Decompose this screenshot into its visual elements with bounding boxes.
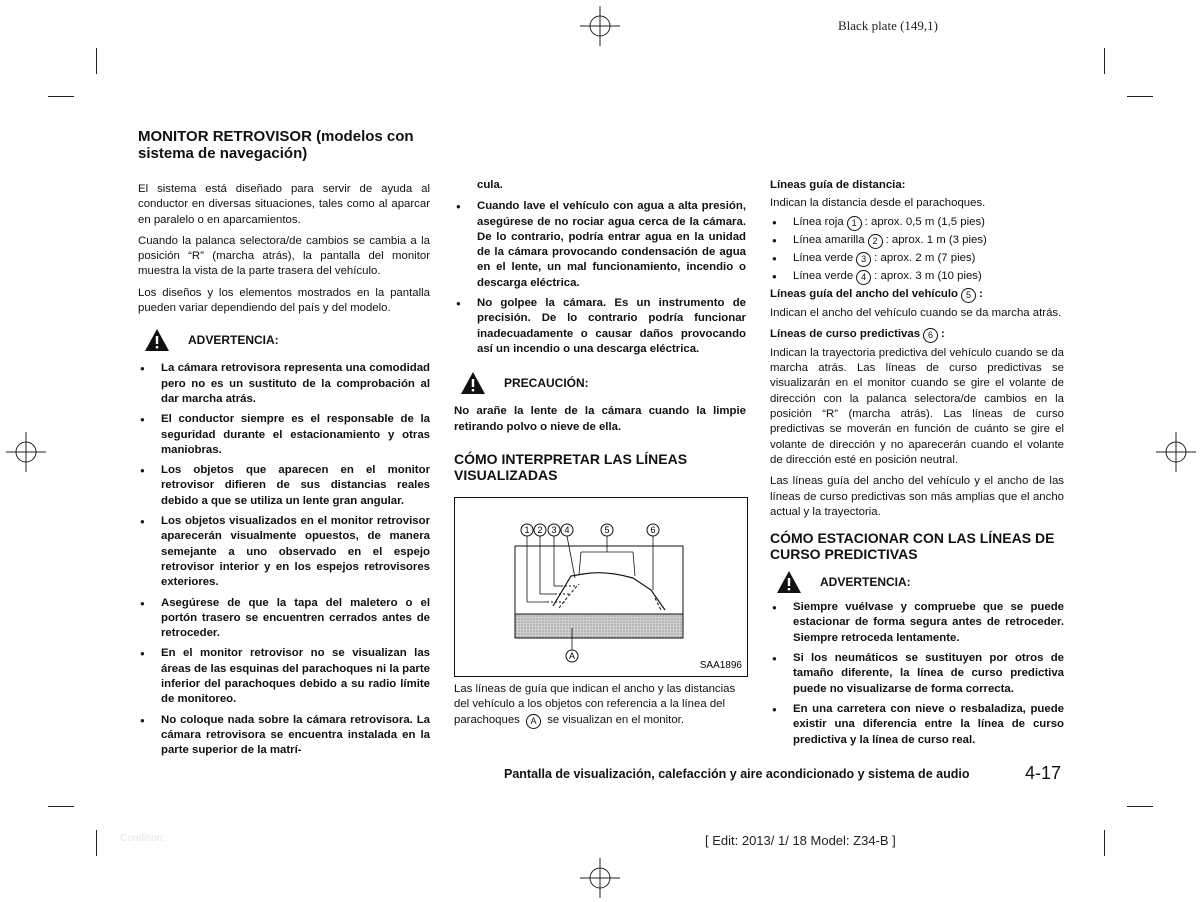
list-item [770, 269, 1064, 285]
crop-mark [1127, 806, 1153, 807]
footer-section-title: Pantalla de visualización, calefacción y aire acondicionado y sistema de audio [504, 767, 970, 781]
section-title: CÓMO INTERPRETAR LAS LÍNEAS VISUALIZADAS [454, 450, 688, 483]
warning-label: ADVERTENCIA: [188, 332, 279, 347]
camera-view-figure [454, 497, 748, 677]
predictive-heading: Líneas de curso predictivas 6 : [770, 327, 1064, 343]
warning-list [138, 361, 430, 758]
callout-label: 3 [551, 525, 557, 535]
callout-number: 2 [868, 234, 883, 249]
warning-icon [776, 570, 802, 594]
warning-header [776, 570, 1064, 594]
callout-number: 5 [961, 288, 976, 303]
crop-mark [48, 806, 74, 807]
callout-label: 5 [604, 525, 610, 535]
list-item: ● Siempre vuélvase y compruebe que se puede estacionar de forma segura antes de retroceder. Siempre retroceda lentamente. [770, 600, 1064, 646]
camera-guide-lines-diagram [455, 498, 747, 676]
warning-label: ADVERTENCIA: [820, 574, 911, 589]
parking-warning-list [770, 600, 1064, 748]
intro-paragraph: El sistema está diseñado para servir de ayuda al conductor en diversas situaciones, tales como al aparcar en paralelo o en aparcamientos. [138, 183, 430, 226]
callout-label: 6 [650, 525, 656, 535]
crop-mark [96, 48, 97, 74]
list-item: ● La cámara retrovisora representa una comodidad pero no es un sustituto de la comprobación al dar marcha atrás. [138, 361, 430, 407]
crop-mark [1104, 830, 1105, 856]
caution-header [460, 371, 746, 395]
registration-mark-icon [580, 858, 620, 898]
middle-warning-list [454, 199, 746, 357]
callout-number: 6 [923, 328, 938, 343]
callout-label: A [568, 651, 576, 661]
predictive-text: Indican la trayectoria predictiva del vehículo cuando se da marcha atrás. Las líneas de curso predictivas se visualizarán en el monitor cuando se gire el volante de dirección con la palanca selectora/de cambios en la posición “R” (marcha atrás). Las líneas de curso predictivas se moverán en función de cuánto se gire el volante de dirección y no aparecerán cuando el volante de dirección esté en posición neutral. [770, 346, 1064, 466]
intro-paragraph: Los diseños y los elementos mostrados en la pantalla pueden variar dependiendo del país y del modelo. [138, 286, 430, 315]
list-item: ● Cuando lave el vehículo con agua a alta presión, asegúrese de no rociar agua cerca de la cámara. De lo contrario, podría entrar agua en la unidad de la cámara provocando condensación de agua en el lente, un mal funcionamiento, incendio o descarga eléctrica. [454, 199, 746, 291]
callout-label: 4 [564, 525, 570, 535]
list-item: ● En una carretera con nieve o resbaladiza, puede existir una diferencia entre la línea de curso predictiva y la línea de curso real. [770, 702, 1064, 748]
line-distance: : aprox. 2 m (7 pies) [874, 251, 976, 264]
warning-header [144, 328, 430, 352]
edit-info: [ Edit: 2013/ 1/ 18 Model: Z34-B ] [705, 833, 896, 848]
caption-text: Las líneas de guía que indican el ancho y las distancias del vehículo a los objetos con referencia a la línea del parachoques [454, 683, 736, 726]
figure-code: SAA1896 [699, 660, 742, 671]
list-item: ● Los objetos visualizados en el monitor retrovisor aparecerán visualmente opuestos, de manera semejante a uno observado en el espejo retrovisor interior y en los espejos retrovisores exteriores. [138, 514, 430, 590]
left-column [138, 128, 430, 764]
list-item: ● No golpee la cámara. Es un instrumento de precisión. De lo contrario podría funcionar inadecuadamente o causar daños provocando así un incendio o una descarga eléctrica. [454, 296, 746, 357]
caption-text: se visualizan en el monitor. [547, 713, 684, 726]
list-item [770, 215, 1064, 231]
line-distance: : aprox. 0,5 m (1,5 pies) [864, 215, 985, 228]
right-column [770, 178, 1064, 753]
line-label: Línea amarilla [793, 233, 865, 246]
crop-mark [48, 96, 74, 97]
crop-mark [96, 830, 97, 856]
line-distance: : aprox. 3 m (10 pies) [874, 269, 982, 282]
crop-mark [1104, 48, 1105, 74]
line-label: Línea roja [793, 215, 844, 228]
line-distance: : aprox. 1 m (3 pies) [885, 233, 987, 246]
caution-text: No arañe la lente de la cámara cuando la limpie retirando polvo o nieve de ella. [454, 405, 746, 433]
width-heading: Líneas guía del ancho del vehículo 5 : [770, 287, 1064, 303]
list-item: ● En el monitor retrovisor no se visualizan las áreas de las esquinas del parachoques ni la parte inferior del parachoques debido a su radio límite de monitoreo. [138, 646, 430, 707]
list-item [770, 251, 1064, 267]
list-item: ● Los objetos que aparecen en el monitor retrovisor difieren de sus distancias reales debido a que se utiliza un lente gran angular. [138, 463, 430, 509]
combo-text: Las líneas guía del ancho del vehículo y el ancho de las líneas de curso predictivas son más amplias que el ancho actual y la trayectoria. [770, 475, 1064, 518]
condition-label: Condition: [120, 833, 166, 844]
list-item: ● El conductor siempre es el responsable de la seguridad durante el estacionamiento y otras maniobras. [138, 412, 430, 458]
caption-marker: A [526, 714, 541, 729]
distance-intro: Indican la distancia desde el parachoques. [770, 197, 986, 210]
plate-label: Black plate (149,1) [838, 18, 938, 33]
page-title: MONITOR RETROVISOR (modelos con sistema de navegación) [138, 128, 414, 162]
distance-list [770, 215, 1064, 285]
list-item: ● Si los neumáticos se sustituyen por otros de tamaño diferente, la línea de curso predictiva puede no visualizarse de forma correcta. [770, 651, 1064, 697]
caution-icon [460, 371, 486, 395]
figure-caption [454, 682, 748, 729]
warning-icon [144, 328, 170, 352]
list-item: ● Asegúrese de que la tapa del maletero o el portón trasero se encuentren cerrados antes de retroceder. [138, 596, 430, 642]
continuation-text: cula. [477, 179, 503, 191]
callout-number: 1 [847, 216, 862, 231]
width-text: Indican el ancho del vehículo cuando se da marcha atrás. [770, 306, 1062, 319]
list-item: ● No coloque nada sobre la cámara retrovisora. La cámara retrovisora se encuentra instalada en la parte superior de la matrí- [138, 713, 430, 759]
registration-mark-icon [6, 432, 46, 472]
callout-label: 1 [524, 525, 530, 535]
distance-heading: Líneas guía de distancia: [770, 179, 906, 191]
width-heading-text: Líneas guía del ancho del vehículo [770, 287, 958, 300]
callout-number: 4 [856, 270, 871, 285]
crop-mark [1127, 96, 1153, 97]
caution-label: PRECAUCIÓN: [504, 375, 589, 390]
middle-column [454, 178, 746, 493]
line-label: Línea verde [793, 251, 854, 264]
registration-mark-icon [1156, 432, 1196, 472]
intro-paragraph: Cuando la palanca selectora/de cambios se cambia a la posición “R” (marcha atrás), la pantalla del monitor muestra la vista de la parte trasera del vehículo. [138, 234, 430, 278]
predictive-heading-text: Líneas de curso predictivas [770, 327, 921, 340]
registration-mark-icon [580, 6, 620, 46]
list-item [770, 233, 1064, 249]
page-number: 4-17 [1025, 763, 1062, 783]
callout-number: 3 [856, 252, 871, 267]
section-title: CÓMO ESTACIONAR CON LAS LÍNEAS DE CURSO PREDICTIVAS [770, 530, 1055, 563]
callout-label: 2 [537, 525, 543, 535]
line-label: Línea verde [793, 269, 854, 282]
